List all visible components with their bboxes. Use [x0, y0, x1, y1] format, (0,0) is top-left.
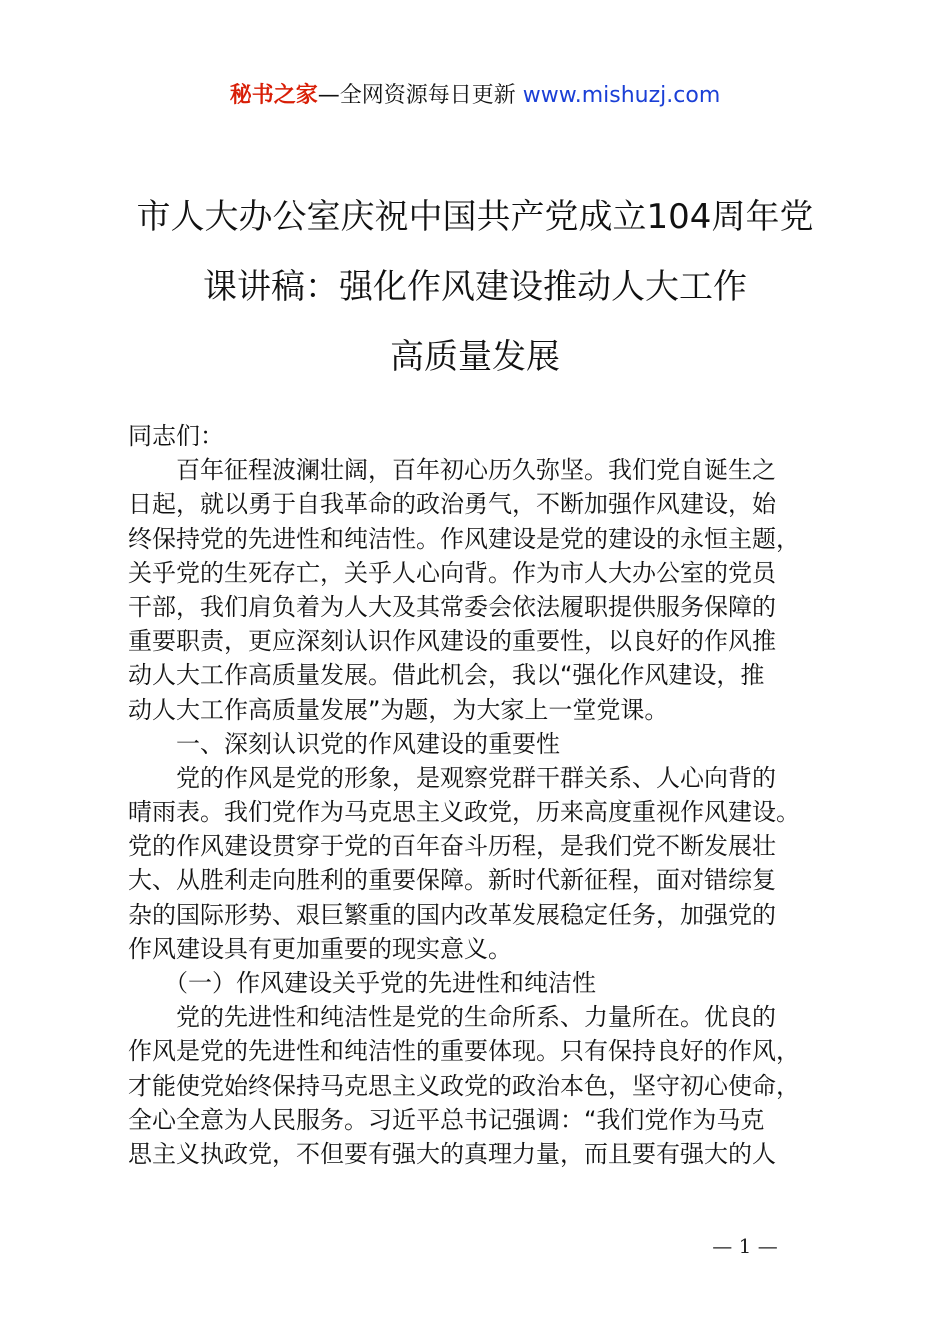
- body-line: 百年征程波澜壮阔，百年初心历久弥坚。我们党自诞生之: [128, 456, 776, 485]
- body-line: 杂的国际形势、艰巨繁重的国内改革发展稳定任务，加强党的: [128, 900, 776, 929]
- body-line: 全心全意为人民服务。习近平总书记强调：“我们党作为马克: [128, 1105, 765, 1134]
- body-line: 终保持党的先进性和纯洁性。作风建设是党的建设的永恒主题，: [128, 524, 800, 553]
- document-title: [100, 182, 850, 392]
- body-line: 作风是党的先进性和纯洁性的重要体现。只有保持良好的作风，: [128, 1037, 800, 1066]
- body-line: 党的作风建设贯穿于党的百年奋斗历程，是我们党不断发展壮: [128, 832, 776, 861]
- body-line: 才能使党始终保持马克思主义政党的政治本色，坚守初心使命，: [128, 1071, 800, 1100]
- body-line: 大、从胜利走向胜利的重要保障。新时代新征程，面对错综复: [128, 866, 776, 895]
- header-tagline: —全网资源每日更新: [317, 83, 523, 108]
- body-line: 晴雨表。我们党作为马克思主义政党，历来高度重视作风建设。: [128, 798, 800, 827]
- body-line: 作风建设具有更加重要的现实意义。: [128, 934, 512, 963]
- body-line: 动人大工作高质量发展”为题，为大家上一堂党课。: [128, 695, 669, 724]
- title-line-1: 市人大办公室庆祝中国共产党成立104周年党: [136, 197, 814, 237]
- body-line: 日起，就以勇于自我革命的政治勇气，不断加强作风建设，始: [128, 490, 776, 519]
- body-line: 关乎党的生死存亡，关乎人心向背。作为市人大办公室的党员: [128, 558, 776, 587]
- body-line: 思主义执政党，不但要有强大的真理力量，而且要有强大的人: [128, 1139, 776, 1168]
- site-url[interactable]: www.mishuzj.com: [522, 83, 721, 108]
- page-number: — 1 —: [712, 1234, 778, 1258]
- salutation: 同志们：: [128, 422, 224, 450]
- subsection-heading-1: （一）作风建设关乎党的先进性和纯洁性: [128, 969, 596, 997]
- title-line-3: 高质量发展: [390, 337, 560, 377]
- title-line-2: 课讲稿：强化作风建设推动人大工作: [203, 267, 747, 307]
- body-line: 干部，我们肩负着为人大及其常委会依法履职提供服务保障的: [128, 592, 776, 621]
- site-header: [0, 80, 950, 112]
- body-line: 党的作风是党的形象，是观察党群干群关系、人心向背的: [128, 763, 776, 792]
- section-heading-1: 一、深刻认识党的作风建设的重要性: [128, 729, 560, 758]
- document-body: [128, 419, 848, 1171]
- body-line: 党的先进性和纯洁性是党的生命所系、力量所在。优良的: [128, 1003, 776, 1032]
- brand-name: 秘书之家: [229, 83, 318, 108]
- body-line: 重要职责，更应深刻认识作风建设的重要性，以良好的作风推: [128, 627, 776, 656]
- body-line: 动人大工作高质量发展。借此机会，我以“强化作风建设，推: [128, 661, 765, 690]
